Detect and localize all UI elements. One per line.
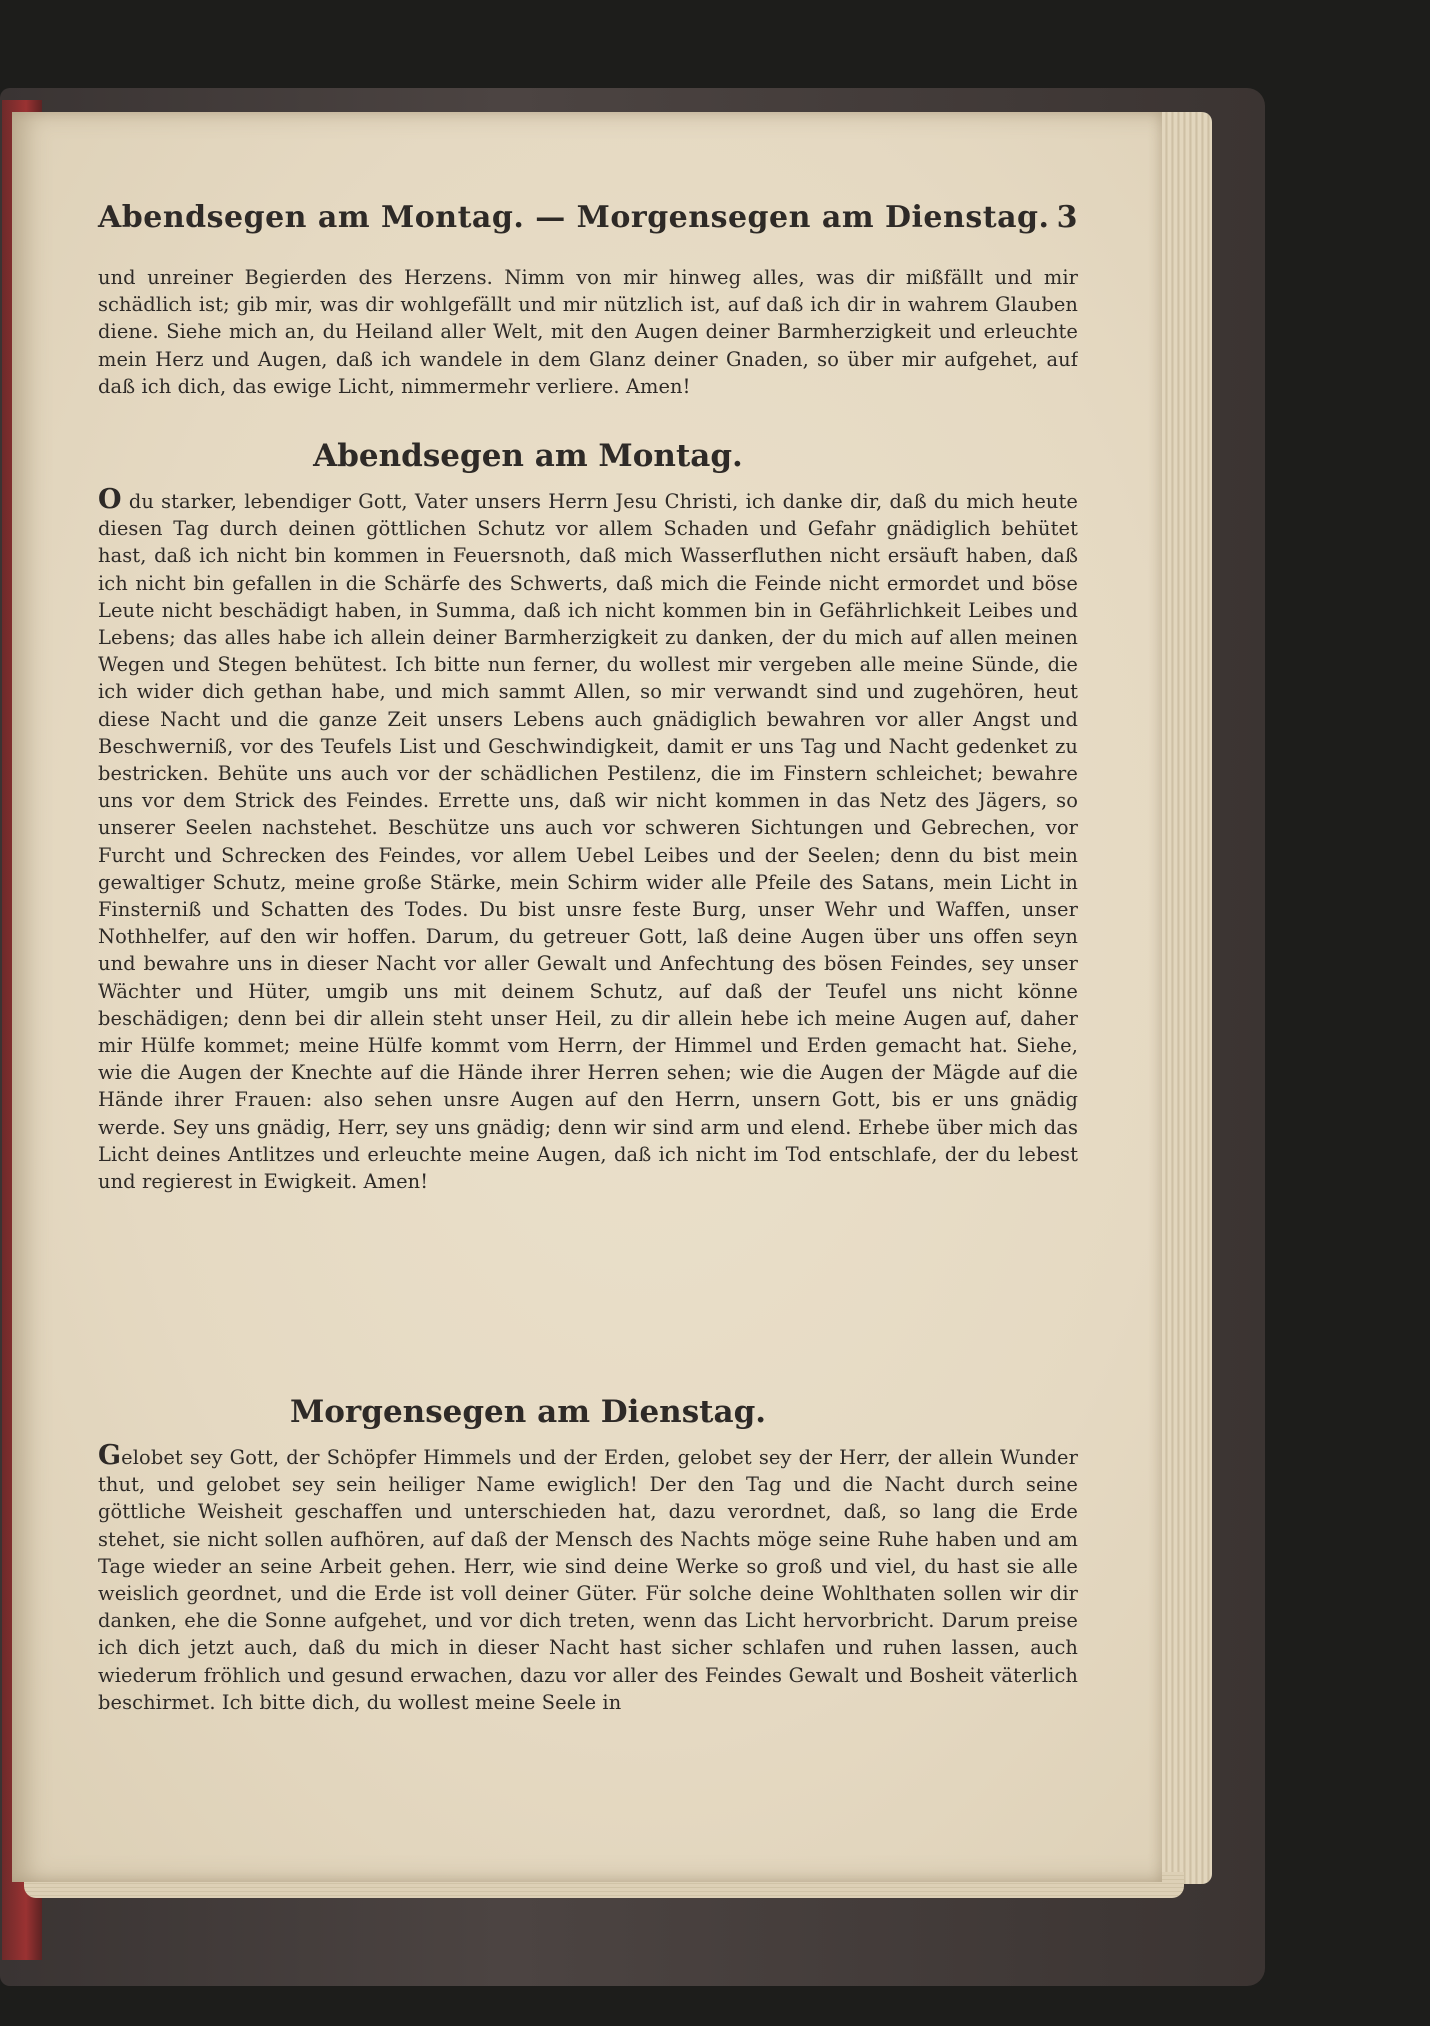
morning-body: elobet sey Gott, der Schöpfer Himmels und der Erden, gelobet sey der Herr, der allein Wunder thut, und gelobet sey sein heiliger Name ewiglich! Der den Tag und die Nacht durch seine göttliche Weisheit geschaffen und unterschieden hat, dazu verordnet, daß, so lang die Erde stehet, sie nicht sollen aufhören, auf daß der Mensch des Nachts möge seine Ruhe haben und am Tage wieder an seine Arbeit gehen. Herr, wie sind deine Werke so groß und viel, du hast sie alle weislich geordnet, und die Erde ist voll deiner Güter. Für solche deine Wohlthaten sollen wir dir danken, ehe die Sonne aufgehet, und vor dich treten, wenn das Licht hervorbricht. Darum preise ich dich jetzt auch, daß du mich in dieser Nacht hast sicher schlafen und ruhen lassen, auch wiederum fröhlich und gesund erwachen, dazu vor aller des Feindes Gewalt und Bosheit väterlich beschirmet. Ich bitte dich, du wollest meine Seele in [98,1446,1078,1714]
text-block [98,200,1078,1798]
heading-evening-monday: Abendsegen am Montag. [313,438,743,474]
continuation-paragraph: und unreiner Begierden des Herzens. Nimm von mir hinweg alles, was dir mißfällt und mir schädlich ist; gib mir, was dir wohlgefällt und mir nützlich ist, auf daß ich dir in wahrem Glauben diene. Siehe mich an, du Heiland aller Welt, mit den Augen deiner Barmherzigkeit und erleuchte mein Herz und Augen, daß ich wandele in dem Glanz deiner Gnaden, so über mir aufgehet, auf daß ich dich, das ewige Licht, nimmermehr verliere. Amen! [98,266,1078,398]
book-page [12,112,1162,1882]
evening-initial: O [98,486,122,515]
morning-paragraph [98,1442,1078,1798]
page-number: 3 [1056,200,1078,235]
evening-paragraph [98,486,1078,1384]
running-head [98,200,1078,246]
running-title: Abendsegen am Montag. — Morgensegen am Dienstag. [98,200,1050,235]
heading-morning-tuesday: Morgensegen am Dienstag. [289,1394,767,1430]
evening-body: du starker, lebendiger Gott, Vater unsers Herrn Jesu Christi, ich danke dir, daß du mich heute diesen Tag durch deinen göttlichen Schutz vor allem Schaden und Gefahr gnädiglich behütet hast, daß ich nicht bin kommen in Feuersnoth, daß mich Wasserfluthen nicht ersäuft haben, daß ich nicht bin gefallen in die Schärfe des Schwerts, daß mich die Feinde nicht ermordet und böse Leute nicht beschädigt haben, in Summa, daß ich nicht kommen bin in Gefährlichkeit Leibes und Lebens; das alles habe ich allein deiner Barmherzigkeit zu danken, der du mich auf allen meinen Wegen und Stegen behütest. Ich bitte nun ferner, du wollest mir vergeben alle meine Sünde, die ich wider dich gethan habe, und mich sammt Allen, so mir verwandt sind und zugehören, heut diese Nacht und die ganze Zeit unsers Lebens auch gnädiglich bewahren vor aller Angst und Beschwerniß, vor des Teufels List und Geschwindigkeit, damit er uns Tag und Nacht gedenket zu bestricken. Behüte uns auch vor der schädlichen Pestilenz, die im Finstern schleichet; bewahre uns vor dem Strick des Feindes. Errette uns, daß wir nicht kommen in das Netz des Jägers, so unserer Seelen nachstehet. Beschütze uns auch vor schweren Sichtungen und Gebrechen, vor Furcht und Schrecken des Feindes, vor allem Uebel Leibes und der Seelen; denn du bist mein gewaltiger Schutz, meine große Stärke, mein Schirm wider alle Pfeile des Satans, mein Licht in Finsterniß und Schatten des Todes. Du bist unsre feste Burg, unser Wehr und Waffen, unser Nothhelfer, auf den wir hoffen. Darum, du getreuer Gott, laß deine Augen über uns offen seyn und bewahre uns in dieser Nacht vor aller Gewalt und Anfechtung des bösen Feindes, sey unser Wächter und Hüter, umgib uns mit deinem Schutz, auf daß der Teufel uns nicht könne beschädigen; denn bei dir allein steht unser Heil, zu dir allein hebe ich meine Augen auf, daher mir Hülfe kommet; meine Hülfe kommt vom Herrn, der Himmel und Erden gemacht hat. Siehe, wie die Augen der Knechte auf die Hände ihrer Herren sehen; wie die Augen der Mägde auf die Hände ihrer Frauen: also sehen unsre Augen auf den Herrn, unsern Gott, bis er uns gnädig werde. Sey uns gnädig, Herr, sey uns gnädig; denn wir sind arm und elend. Erhebe über mich das Licht deines Antlitzes und erleuchte meine Augen, daß ich nicht im Tod entschlafe, der du lebest und regierest in Ewigkeit. Amen! [98,490,1078,1194]
morning-initial: G [98,1442,122,1471]
